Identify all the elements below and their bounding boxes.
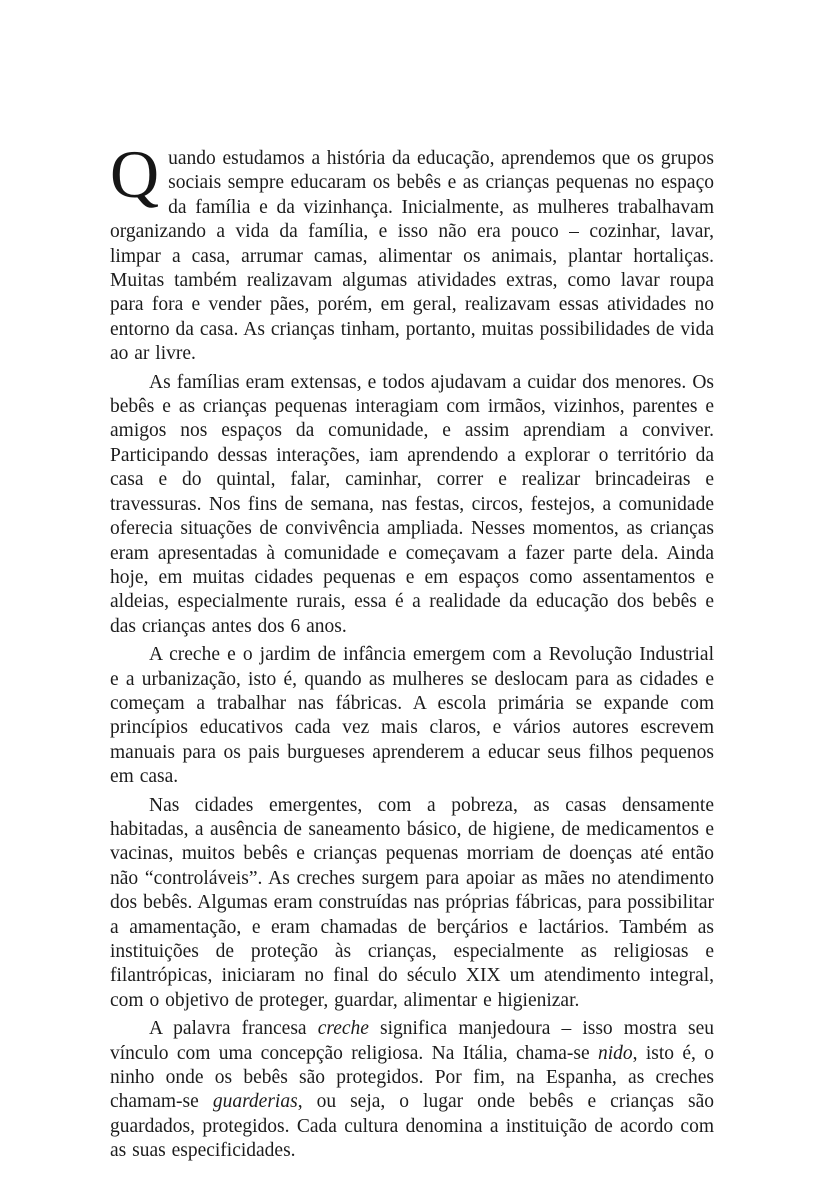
dropcap-letter: Q: [110, 136, 160, 212]
text-segment: significa manjedoura – isso mostra seu vínculo com uma concepção religiosa. Na Itália, chama-se: [110, 1018, 714, 1064]
italic-term-creche: creche: [317, 1018, 369, 1040]
paragraph-2: As famílias eram extensas, e todos ajudavam a cuidar dos menores. Os bebês e as crianças pequenas interagiam com irmãos, vizinhos, parentes e amigos nos espaços da comunidade, e assim aprendiam a conviver. Participando dessas interações, iam aprendendo a explorar o território da casa e do quintal, falar, caminhar, correr e realizar brincadeiras e travessuras. Nos fins de semana, nas festas, circos, festejos, a comunidade oferecia situações de convivência ampliada. Nesses momentos, as crianças eram apresentadas à comunidade e começavam a fazer parte dela. Ainda hoje, em muitas cidades pequenas e em espaços como assentamentos e aldeias, especialmente rurais, essa é a realidade da educação dos bebês e das crianças antes dos 6 anos.: [110, 371, 714, 637]
text-segment: A palavra francesa: [149, 1018, 318, 1040]
paragraph-1-text: uando estudamos a história da educação, aprendemos que os grupos sociais sempre educaram os bebês e as crianças pequenas no espaço da família e da vizinhança. Inicialmente, as mulheres trabalhavam organizando a vida da família, e isso não era pouco – cozinhar, lavar, limpar a casa, arrumar camas, alimentar os animais, plantar hortaliças. Muitas também realizavam algumas atividades extras, como lavar roupa para fora e vender pães, porém, em geral, realizavam essas atividades no entorno da casa. As crianças tinham, portanto, muitas possibilidades de vida ao ar livre.: [110, 148, 714, 365]
text-segment: , ou seja, o lugar onde bebês e crianças são guardados, protegidos. Cada cultura denomina a instituição de acordo com as suas especificidades.: [110, 1091, 714, 1162]
paragraph-1: [110, 136, 714, 367]
italic-term-nido: nido: [597, 1042, 633, 1064]
paragraph-3: A creche e o jardim de infância emergem com a Revolução Industrial e a urbanização, isto é, quando as mulheres se deslocam para as cidades e começam a trabalhar nas fábricas. A escola primária se expande com princípios educativos cada vez mais claros, e vários autores escrevem manuais para os pais burgueses aprenderem a educar seus filhos pequenos em casa.: [110, 644, 714, 788]
text-segment: , isto é, o ninho onde os bebês são protegidos. Por fim, na Espanha, as creches chamam-se: [110, 1042, 714, 1113]
italic-term-guarderias: guarderias: [212, 1091, 298, 1113]
paragraph-4: Nas cidades emergentes, com a pobreza, as casas densamente habitadas, a ausência de saneamento básico, de higiene, de medicamentos e vacinas, muitos bebês e crianças pequenas morriam de doenças até então não “controláveis”. As creches surgem para apoiar as mães no atendimento dos bebês. Algumas eram construídas nas próprias fábricas, para possibilitar a amamentação, e eram chamadas de berçários e lactários. Também as instituições de proteção às crianças, especialmente as religiosas e filantrópicas, iniciaram no final do século XIX um atendimento integral, com o objetivo de proteger, guardar, alimentar e higienizar.: [110, 794, 714, 1011]
paragraph-5: [110, 1017, 714, 1163]
